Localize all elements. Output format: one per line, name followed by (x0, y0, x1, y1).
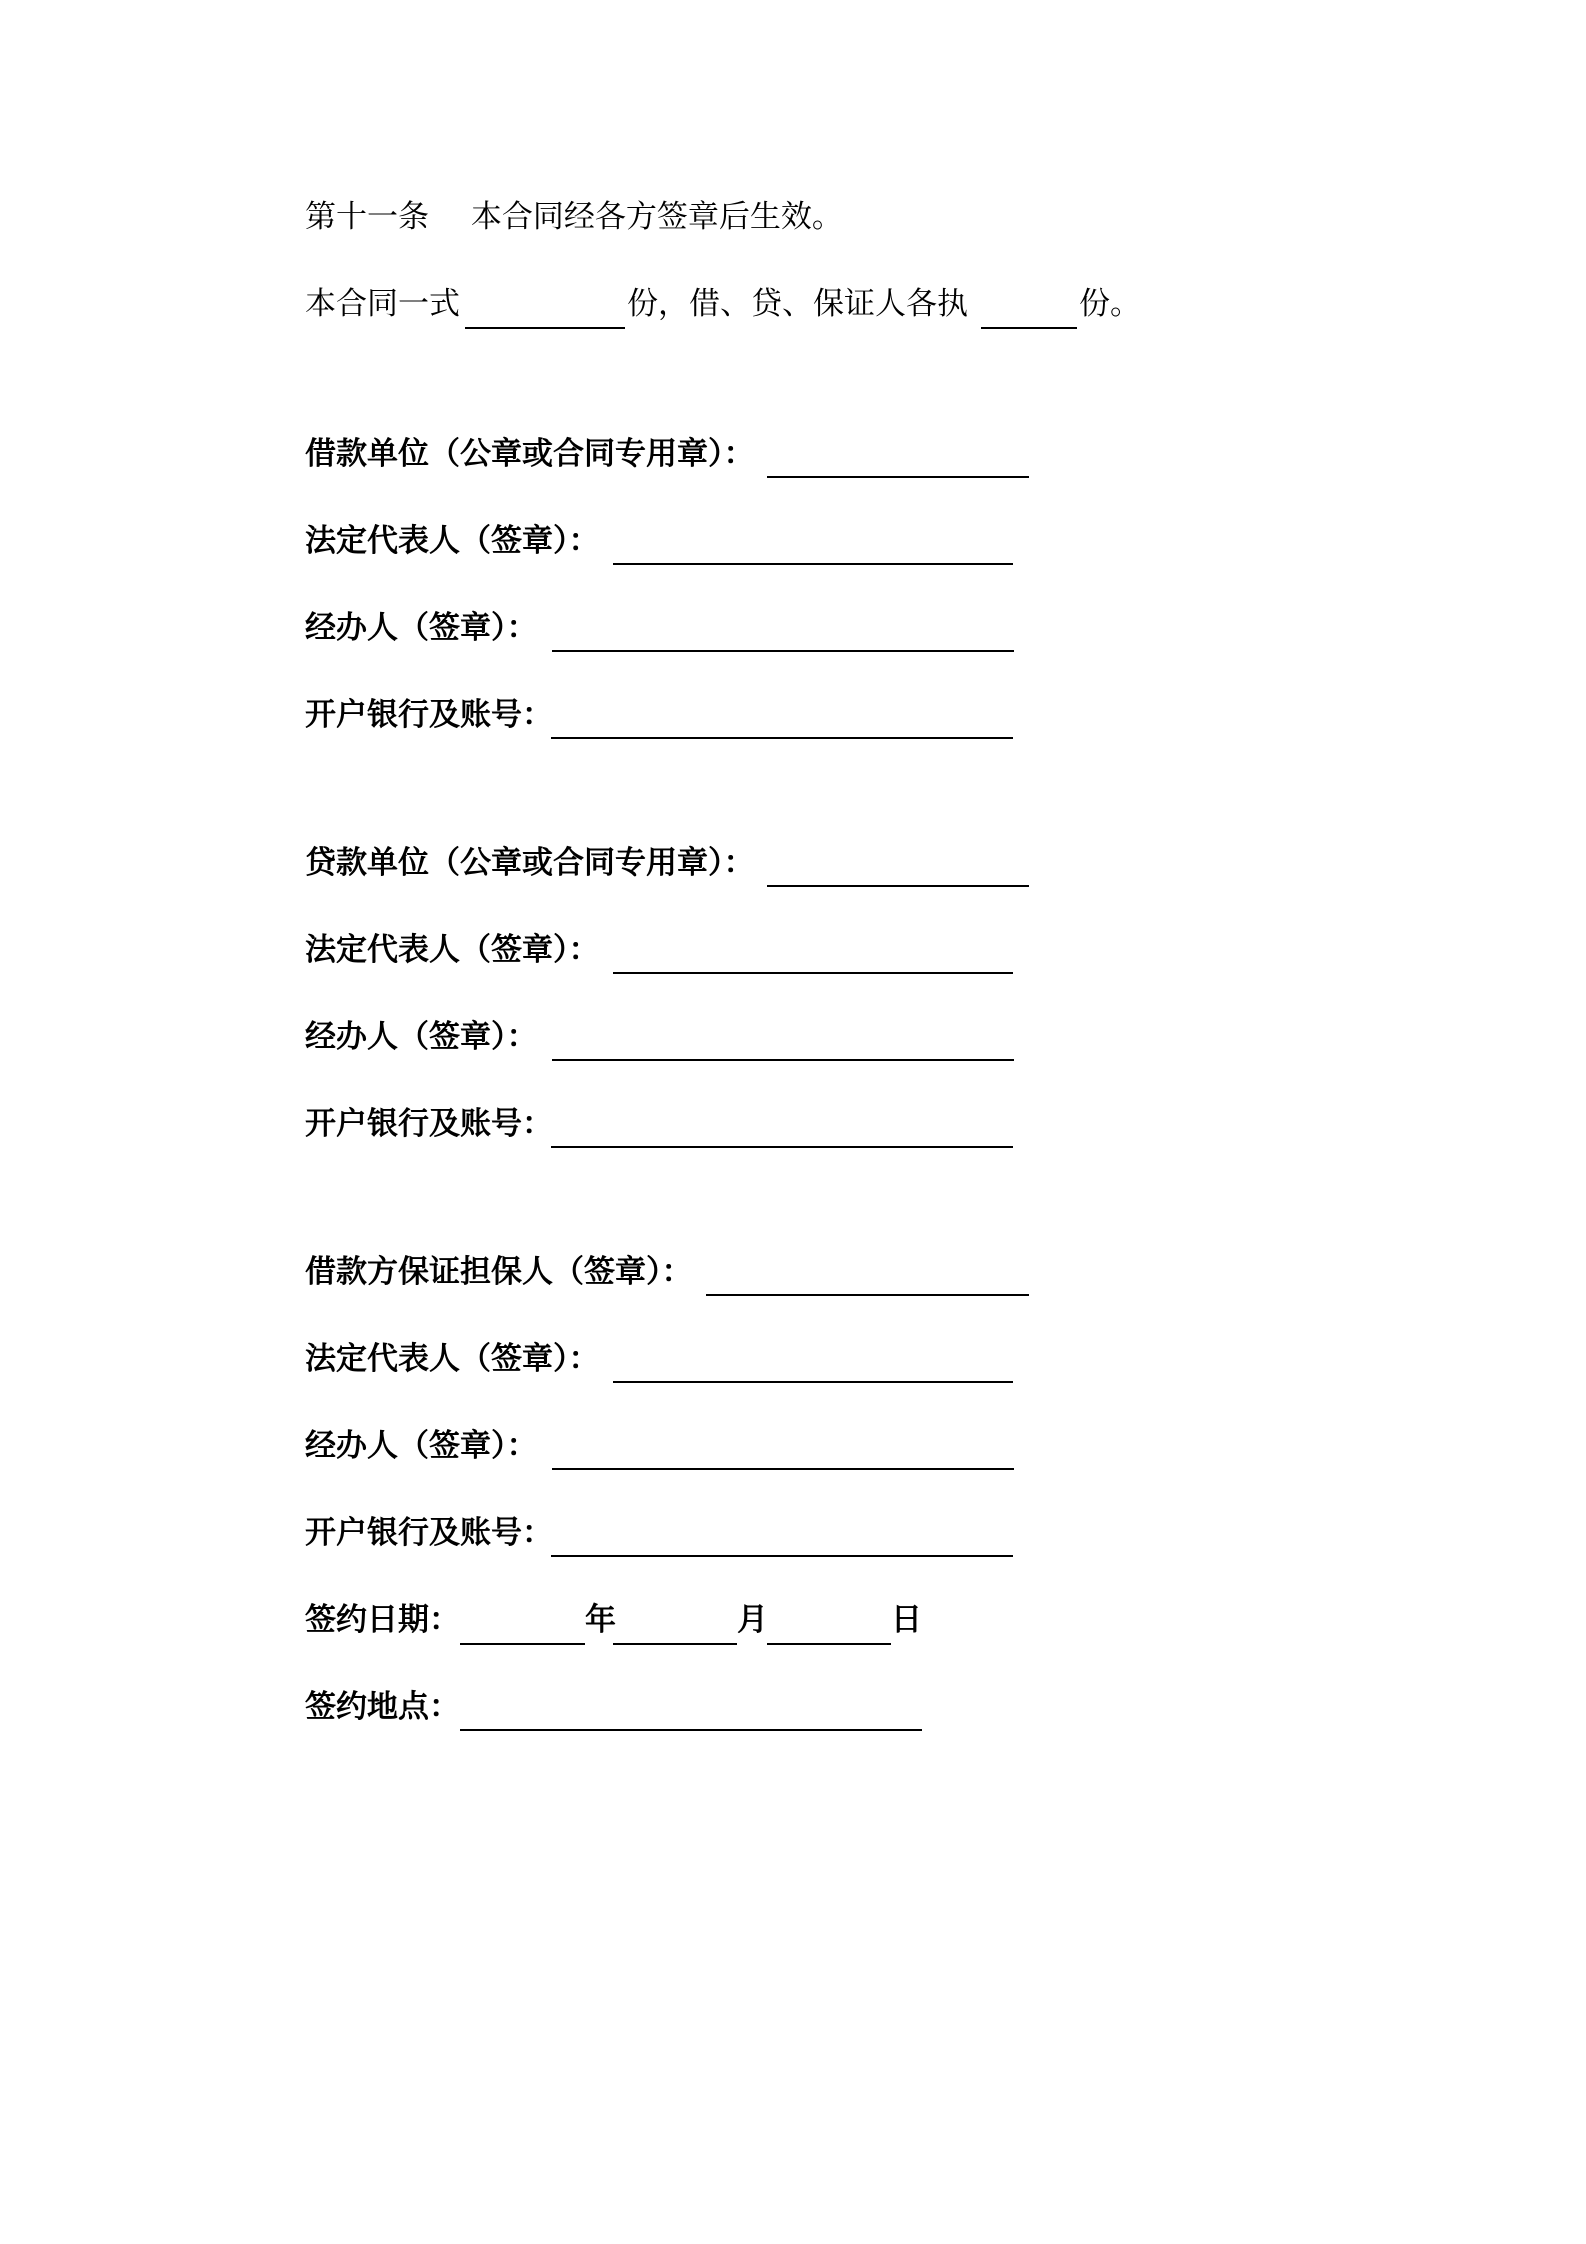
guarantor-bank-field[interactable] (551, 1555, 1013, 1557)
sign-day-field[interactable] (767, 1643, 891, 1645)
guarantor-agent-field[interactable] (552, 1468, 1014, 1470)
lender-rep-label: 法定代表人（签章）： (305, 932, 600, 968)
guarantor-bank-label: 开户银行及账号： (305, 1515, 553, 1551)
lender-bank-field[interactable] (551, 1146, 1013, 1148)
guarantor-agent-label: 经办人（签章）： (305, 1428, 538, 1464)
copies-line (305, 284, 1145, 328)
sign-place-field[interactable] (460, 1729, 922, 1731)
lender-unit-label: 贷款单位（公章或合同专用章）： (305, 845, 755, 881)
borrower-bank-label: 开户银行及账号： (305, 697, 553, 733)
sign-date-label: 签约日期： (305, 1602, 460, 1638)
copies-total-blank[interactable] (465, 327, 625, 329)
lender-agent-field[interactable] (552, 1059, 1014, 1061)
sign-month-field[interactable] (613, 1643, 737, 1645)
sign-place-label: 签约地点： (305, 1689, 460, 1725)
day-label: 日 (891, 1602, 922, 1638)
lender-bank-label: 开户银行及账号： (305, 1106, 553, 1142)
borrower-bank-field[interactable] (551, 737, 1013, 739)
article-11-line (305, 197, 843, 237)
month-label: 月 (737, 1602, 768, 1638)
guarantor-unit-field[interactable] (706, 1294, 1029, 1296)
guarantor-rep-field[interactable] (613, 1381, 1013, 1383)
copies-prefix: 本合同一式 (305, 286, 460, 322)
copies-suffix: 份。 (1079, 286, 1141, 322)
lender-unit-field[interactable] (767, 885, 1029, 887)
copies-each-blank[interactable] (981, 327, 1077, 329)
copies-middle: 份，借、贷、保证人各执 (627, 286, 968, 322)
guarantor-unit-label: 借款方保证担保人（签章）： (305, 1254, 693, 1290)
borrower-unit-label: 借款单位（公章或合同专用章）： (305, 436, 755, 472)
year-label: 年 (585, 1602, 616, 1638)
guarantor-rep-label: 法定代表人（签章）： (305, 1341, 600, 1377)
borrower-rep-field[interactable] (613, 563, 1013, 565)
borrower-unit-field[interactable] (767, 476, 1029, 478)
lender-agent-label: 经办人（签章）： (305, 1019, 538, 1055)
sign-year-field[interactable] (460, 1643, 585, 1645)
article-number: 第十一条 (305, 199, 429, 235)
borrower-rep-label: 法定代表人（签章）： (305, 523, 600, 559)
lender-rep-field[interactable] (613, 972, 1013, 974)
article-text: 本合同经各方签章后生效。 (470, 199, 843, 235)
sign-date-row (305, 1600, 945, 1644)
borrower-agent-label: 经办人（签章）： (305, 610, 538, 646)
borrower-agent-field[interactable] (552, 650, 1014, 652)
